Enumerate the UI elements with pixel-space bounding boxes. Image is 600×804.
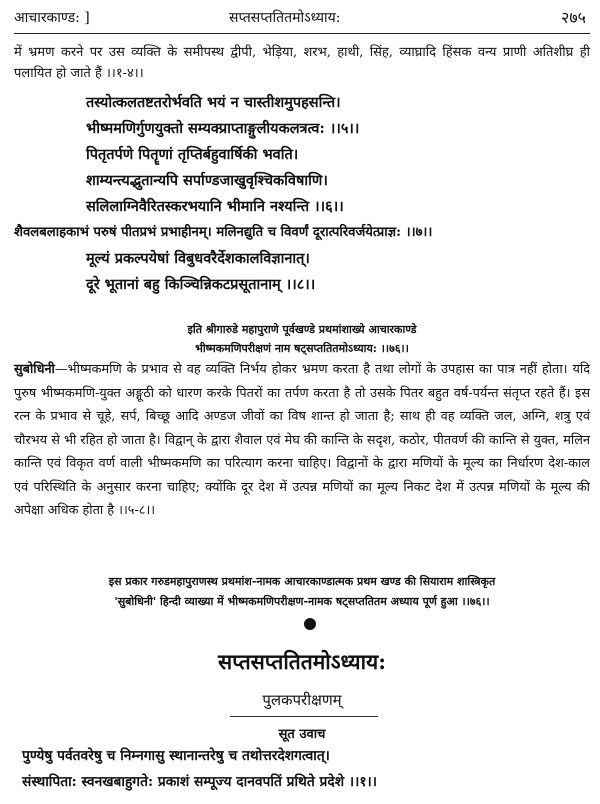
chapter-subtitle: पुलकपरीक्षणम्: [262, 691, 342, 709]
verse-line: मूल्यं प्रकल्पयेषां विबुधवरैर्देशकालविज्ञानात्।: [86, 250, 310, 267]
colophon-line: इस प्रकार गरुडमहापुराणस्थ प्रथमांश-नामक आचारकाण्डात्मक प्रथम खण्ड की सियाराम शास्त्रिकृत: [108, 575, 496, 588]
page-number: २७५: [561, 8, 586, 27]
commentary-paragraph: [14, 358, 590, 523]
section-divider-dot: [304, 618, 316, 630]
verse-line: तस्योत्कलतष्टतरोर्भवति भयं न चास्तीशमुपहसन्ति।: [86, 94, 341, 111]
verse-line: सलिलाग्निवैरितस्करभयानि भीमानि नश्यन्ति ।।६।।: [86, 198, 344, 215]
verse-line: संस्थापिता: स्वनखबाहुगते: प्रकाशं सम्पूज्य दानवपतिं प्रथिते प्रदेशे ।।१।।: [22, 774, 377, 790]
colophon-line: इति श्रीगारुडे महापुराणे पूर्वखण्डे प्रथमांशाख्ये आचारकाण्डे: [187, 323, 417, 336]
verse-line: शैवलबलाहकाभं परुषं पीतप्रभं प्रभाहीनम्। मलिनद्युति च विवर्णं दूरात्परिवर्जयेत्प्राज्ञ: ।।७।।: [14, 225, 433, 240]
commentary-text: —भीष्मकमणि के प्रभाव से वह व्यक्ति निर्भय होकर भ्रमण करता है तथा लोगों के उपहास का पात्र नहीं होता। यदि पुरुष भीष्मकमणि-युक्त अङ्गूठी को धारण करके पितरों का तर्पण करता है तो उसके पितर बहुत वर्ष-पर्यन्त संतृप्त रहते हैं। इस रत्न के प्रभाव से चूहे, सर्प, बिच्छू आदि अण्डज जीवों का विष शान्त हो जाता है; साथ ही वह व्यक्ति जल, अग्नि, शत्रु एवं चौरभय से भी रहित हो जाता है। विद्वान् के द्वारा शैवाल एवं मेघ की कान्ति के सदृश, कठोर, पीतवर्ण की कान्ति से युक्त, मलिन कान्ति एवं विकृत वर्ण वाली भीष्मकमणि का परित्याग करना चाहिए। विद्वानों के द्वारा मणियों के मूल्य का निर्धारण देश-काल एवं परिस्थिति के अनुसार करना चाहिए; क्योंकि दूर देश में उत्पन्न मणियों का मूल्य निकट देश में उत्पन्न मणियों के मूल्य की अपेक्षा अधिक होता है ।।५-८।।: [14, 362, 590, 518]
commentary-label: सुबोधिनी: [14, 362, 55, 377]
verse-line: भीष्ममणिर्गुणयुक्तो सम्यक्प्राप्ताङ्गुलीयकलत्रत्व: ।।५।।: [86, 120, 360, 137]
subtitle-rule: [230, 716, 378, 717]
verse-line: पुण्येषु पर्वतवरेषु च निम्नगासु स्थानान्तरेषु च तथोत्तरदेशगत्वात्।: [22, 748, 330, 764]
verse-line: पितृतर्पणे पितॄणां तृप्तिर्बहुवार्षिकी भवति।: [86, 146, 299, 163]
colophon-line: 'सुबोधिनी' हिन्दी व्याख्या में भीष्मकमणिपरीक्षण-नामक षट्सप्ततितम अध्याय पूर्ण हुआ ।।७६।।: [114, 595, 490, 608]
verse-line: दूरे भूतानां बहु किञ्चिन्निकटप्रसूतानाम् ।।८।।: [86, 276, 316, 293]
sanskrit-colophon: [14, 320, 590, 358]
speaker-heading: सूत उवाच: [278, 727, 326, 742]
page-header: [14, 6, 590, 32]
book-page: [14, 0, 590, 804]
header-section-name: आचारकाण्ड: ]: [14, 10, 90, 26]
header-rule: [14, 33, 590, 34]
hindi-colophon: [14, 572, 590, 612]
verse-line: शाम्यन्त्यद्भुतान्यपि सर्पाण्डजाखुवृश्चिकविषाणि।: [86, 172, 328, 189]
chapter-title: सप्तसप्ततितमोऽध्याय:: [218, 649, 386, 674]
colophon-line: भीष्मकमणिपरीक्षणं नाम षट्सप्ततितमोऽध्याय: ।।७६।।: [195, 342, 409, 355]
header-chapter-name: सप्तसप्ततितमोऽध्याय:: [229, 10, 341, 26]
intro-paragraph: में भ्रमण करने पर उस व्यक्ति के समीपस्थ द्वीपी, भेड़िया, शरभ, हाथी, सिंह, व्याघ्रादि हिंसक वन्य प्राणी अतिशीघ्र ही पलायित हो जाते हैं ।।१-४।।: [14, 45, 590, 81]
